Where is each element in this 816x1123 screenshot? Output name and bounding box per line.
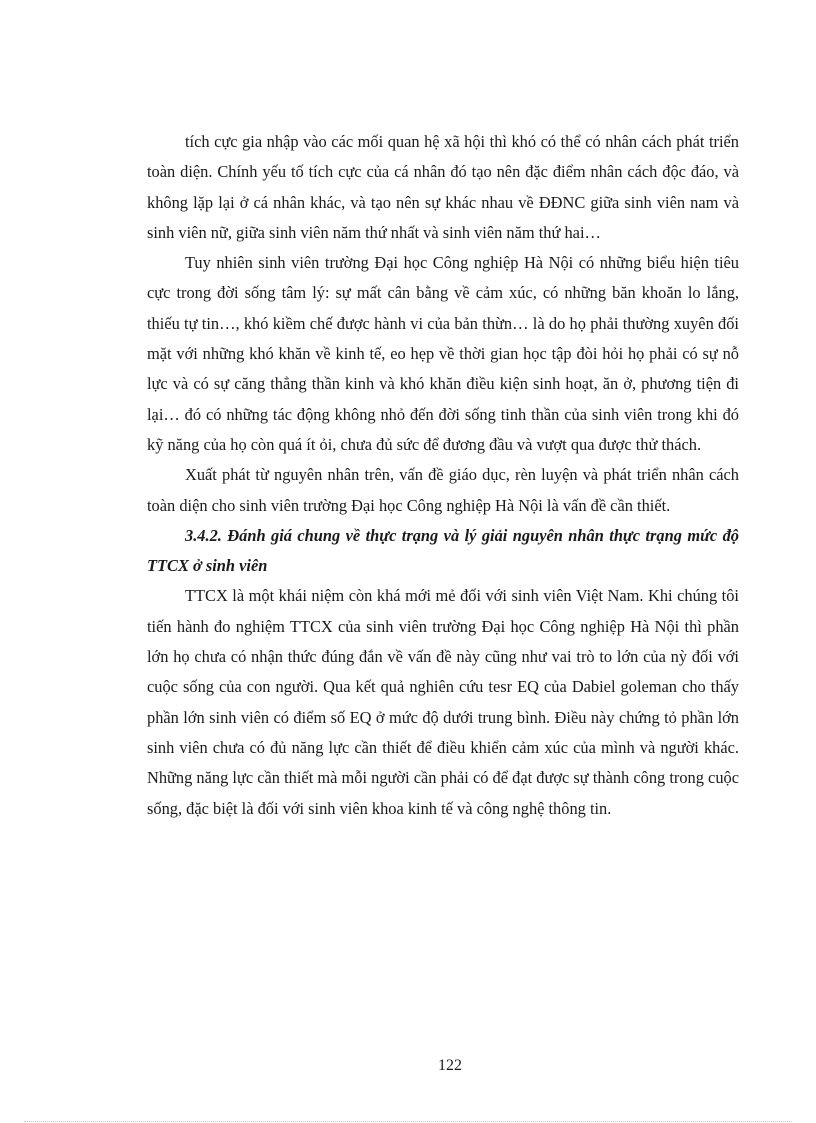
paragraph-conclusion: Xuất phát từ nguyên nhân trên, vấn đề giáo dục, rèn luyện và phát triển nhân cách toàn diện cho sinh viên trường Đại học Công nghiệp Hà Nội là vấn đề cần thiết. bbox=[147, 465, 739, 515]
page-bottom-divider bbox=[24, 1121, 792, 1122]
page-body bbox=[147, 127, 739, 824]
paragraph-continuation: tích cực gia nhập vào các mối quan hệ xã hội thì khó có thể có nhân cách phát triển toàn diện. Chính yếu tố tích cực của cá nhân đó tạo nên đặc điểm nhân cách độc đáo, và không lặp lại ở cá nhân khác, và tạo nên sự khác nhau về ĐĐNC giữa sinh viên nam và sinh viên nữ, giữa sinh viên năm thứ nhất và sinh viên năm thứ hai… bbox=[147, 132, 739, 242]
page-number: 122 bbox=[438, 1057, 462, 1074]
section-heading: 3.4.2. Đánh giá chung về thực trạng và lý giải nguyên nhân thực trạng mức độ TTCX ở sinh viên bbox=[147, 525, 739, 576]
paragraph-negative-aspects: Tuy nhiên sinh viên trường Đại học Công nghiệp Hà Nội có những biểu hiện tiêu cực trong đời sống tâm lý: sự mất cân bằng về cảm xúc, có những băn khoăn lo lắng, thiếu tự tin…, khó kiềm chế được hành vi của bản thừn… là do họ phải thường xuyên đối mặt với những khó khăn về kinh tế, eo hẹp về thời gian học tập đòi hỏi họ phải có sự nỗ lực và có sự căng thẳng thần kinh và khó khăn điều kiện sinh hoạt, ăn ở, phương tiện đi lại… đó có những tác động không nhỏ đến đời sống tinh thần của sinh viên trong khi đó kỹ năng của họ còn quá ít ỏi, chưa đủ sức để đương đầu và vượt qua được thử thách. bbox=[147, 253, 739, 454]
paragraph-ttcx: TTCX là một khái niệm còn khá mới mẻ đối với sinh viên Việt Nam. Khi chúng tôi tiến hành đo nghiệm TTCX của sinh viên trường Đại học Công nghiệp Hà Nội thì phần lớn họ chưa có nhận thức đúng đắn về vấn đề này cũng như vai trò to lớn của nỳ đối với cuộc sống của con người. Qua kết quả nghiên cứu tesr EQ của Dabiel goleman cho thấy phần lớn sinh viên có điểm số EQ ở mức độ dưới trung bình. Điều này chứng tỏ phần lớn sinh viên chưa có đủ năng lực cần thiết để điều khiển cảm xúc của mình và người khác. Những năng lực cần thiết mà mỗi người cần phải có để đạt được sự thành công trong cuộc sống, đặc biệt là đối với sinh viên khoa kinh tế và công nghệ thông tin. bbox=[147, 586, 739, 818]
